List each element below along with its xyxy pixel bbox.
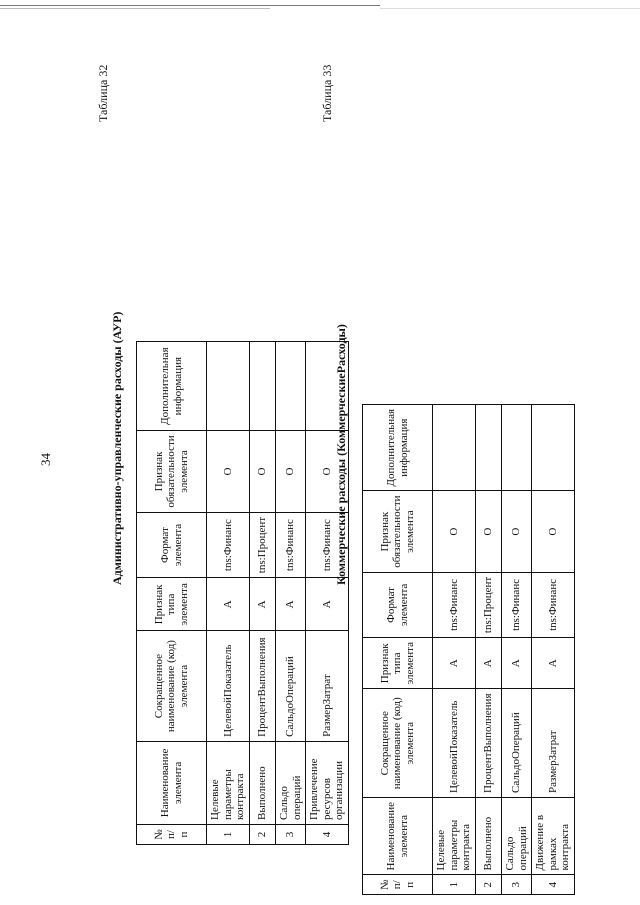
cell-num: 3 — [275, 824, 305, 844]
cell-num: 2 — [249, 824, 275, 844]
cell-format: tns:Финанс — [501, 572, 531, 637]
table-row — [275, 342, 305, 845]
cell-type: А — [475, 638, 501, 689]
cell-required: О — [249, 431, 275, 512]
table-32-number: Таблица 32 — [96, 64, 110, 122]
cell-type: А — [501, 638, 531, 689]
table-33 — [362, 404, 575, 895]
cell-required: О — [207, 431, 250, 512]
cell-num: 4 — [306, 824, 349, 844]
table-header-row — [363, 404, 433, 894]
header-required: Признак обязательности элемента — [363, 491, 433, 572]
cell-num: 1 — [207, 824, 250, 844]
cell-format: tns:Процент — [475, 572, 501, 637]
table-33-title: Коммерческие расходы (КоммерческиеРасходы) — [334, 324, 348, 585]
header-extra-info: Дополнительная информация — [137, 342, 207, 431]
table-32 — [136, 341, 349, 845]
cell-short-code: ПроцентВыполнения — [249, 631, 275, 742]
scan-artifact-line — [0, 8, 270, 9]
table-33-number: Таблица 33 — [320, 64, 334, 122]
cell-short-code: СальдоОпераций — [501, 689, 531, 797]
table-row — [207, 342, 250, 845]
cell-type: А — [275, 578, 305, 631]
cell-extra-info — [532, 404, 575, 491]
cell-type: А — [207, 578, 250, 631]
cell-num: 2 — [475, 875, 501, 895]
header-format: Формат элемента — [363, 572, 433, 637]
cell-num: 4 — [532, 875, 575, 895]
cell-format: tns:Финанс — [275, 512, 305, 578]
cell-extra-info — [475, 404, 501, 491]
cell-required: О — [433, 491, 476, 572]
cell-type: А — [306, 578, 349, 631]
cell-short-code: ЦелевойПоказатель — [207, 631, 250, 742]
table-row — [433, 404, 476, 894]
table-row — [532, 404, 575, 894]
cell-format: tns:Финанс — [532, 572, 575, 637]
header-format: Формат элемента — [137, 512, 207, 578]
cell-short-code: СальдоОпераций — [275, 631, 305, 742]
header-required: Признак обязательности элемента — [137, 431, 207, 512]
header-short-code: Сокращенное наименование (код) элемента — [363, 689, 433, 797]
header-type: Признак типа элемента — [137, 578, 207, 631]
cell-element-name: Выполнено — [475, 797, 501, 875]
cell-element-name: Привлечение ресурсов организации — [306, 741, 349, 824]
cell-extra-info — [207, 342, 250, 431]
cell-extra-info — [275, 342, 305, 431]
cell-required: О — [532, 491, 575, 572]
table-32-title: Административно-управленческие расходы (АУР) — [110, 311, 124, 585]
cell-format: tns:Процент — [249, 512, 275, 578]
table-row — [475, 404, 501, 894]
scan-artifact-line — [0, 5, 380, 6]
header-type: Признак типа элемента — [363, 638, 433, 689]
cell-required: О — [275, 431, 305, 512]
cell-type: А — [249, 578, 275, 631]
cell-element-name: Целевые параметры контракта — [433, 797, 476, 875]
cell-short-code: РазмерЗатрат — [306, 631, 349, 742]
table-row — [249, 342, 275, 845]
cell-required: О — [306, 431, 349, 512]
cell-extra-info — [433, 404, 476, 491]
scan-artifact-line — [380, 8, 640, 9]
page-number: 34 — [38, 453, 53, 466]
cell-element-name: Сальдо операций — [501, 797, 531, 875]
cell-element-name: Целевые параметры контракта — [207, 741, 250, 824]
cell-required: О — [501, 491, 531, 572]
table-header-row — [137, 342, 207, 845]
cell-format: tns:Финанс — [207, 512, 250, 578]
cell-extra-info — [501, 404, 531, 491]
cell-num: 1 — [433, 875, 476, 895]
header-short-code: Сокращенное наименование (код) элемента — [137, 631, 207, 742]
cell-format: tns:Финанс — [433, 572, 476, 637]
cell-type: А — [433, 638, 476, 689]
header-element-name: Наименование элемента — [137, 741, 207, 824]
cell-type: А — [532, 638, 575, 689]
cell-short-code: РазмерЗатрат — [532, 689, 575, 797]
cell-element-name: Движение в рамках контракта — [532, 797, 575, 875]
header-extra-info: Дополнительная информация — [363, 404, 433, 491]
cell-element-name: Сальдо операций — [275, 741, 305, 824]
cell-short-code: ЦелевойПоказатель — [433, 689, 476, 797]
header-element-name: Наименование элемента — [363, 797, 433, 875]
header-num: № п/п — [137, 824, 207, 844]
header-num: № п/п — [363, 875, 433, 895]
cell-required: О — [475, 491, 501, 572]
cell-format: tns:Финанс — [306, 512, 349, 578]
cell-num: 3 — [501, 875, 531, 895]
table-row — [501, 404, 531, 894]
cell-short-code: ПроцентВыполнения — [475, 689, 501, 797]
cell-element-name: Выполнено — [249, 741, 275, 824]
cell-extra-info — [249, 342, 275, 431]
